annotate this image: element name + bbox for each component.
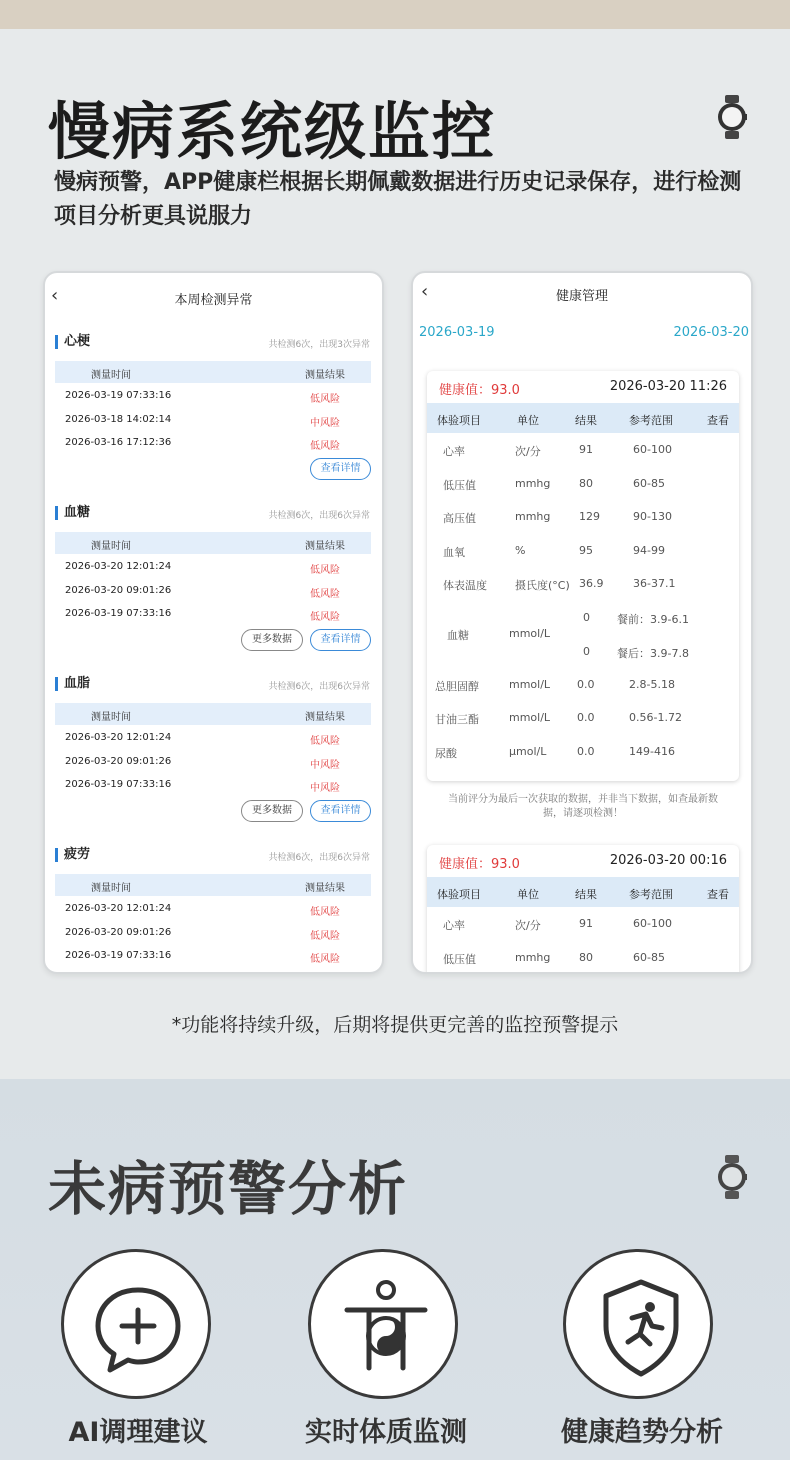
table-row: 2026-03-19 07:33:16 低风险 xyxy=(65,390,340,405)
top-strip xyxy=(0,0,790,29)
health-time: 2026-03-20 00:16 xyxy=(609,853,727,868)
footnote: *功能将持续升级，后期将提供更完善的监控预警提示 xyxy=(171,1014,619,1036)
block-title: 血糖 xyxy=(55,506,90,520)
table-row: 体表温度 摄氏度(°C) 36.9 36-37.1 xyxy=(443,577,676,592)
body-yinyang-icon xyxy=(308,1249,458,1399)
table-row: 低压值 mmhg 80 60-85 xyxy=(443,950,665,966)
weekly-abnormal-screen xyxy=(43,271,384,974)
table-row: 2026-03-19 07:33:16 低风险 xyxy=(65,608,340,623)
table-header: 测量时间 测量结果 xyxy=(55,703,371,725)
feature-label: 健康趋势分析 xyxy=(561,1417,723,1448)
view-detail-button[interactable]: 查看详情 xyxy=(310,458,371,480)
more-data-button[interactable]: 更多数据 xyxy=(241,629,303,651)
back-icon[interactable]: ‹ xyxy=(421,281,429,302)
date-prev[interactable]: 2026-03-19 xyxy=(419,325,495,340)
table-row: 心率 次/分 91 60-100 xyxy=(443,443,672,458)
table-row: 2026-03-18 14:02:14 中风险 xyxy=(65,413,340,429)
table-header: 测量时间 测量结果 xyxy=(55,532,371,554)
section-description: 慢病预警，APP健康栏根据长期佩戴数据进行历史记录保存，进行检测项目分析更具说服力 xyxy=(54,170,742,229)
block-summary: 共检测6次，出现6次异常 xyxy=(268,682,370,692)
table-row: 2026-03-20 12:01:24 低风险 xyxy=(65,732,340,747)
health-score: 健康值：93.0 xyxy=(439,383,520,398)
table-row: 甘油三酯 mmol/L 0.0 0.56-1.72 xyxy=(435,711,682,726)
shield-runner-icon xyxy=(563,1249,713,1399)
block-summary: 共检测6次，出现6次异常 xyxy=(268,511,370,521)
date-current[interactable]: 2026-03-20 xyxy=(673,325,749,340)
feature-label: AI调理建议 xyxy=(68,1417,208,1448)
view-detail-button[interactable]: 查看详情 xyxy=(310,800,371,822)
table-header: 测量时间 测量结果 xyxy=(55,874,371,896)
chat-plus-icon xyxy=(61,1249,211,1399)
table-row: 2026-03-20 09:01:26 低风险 xyxy=(65,584,340,600)
health-management-screen xyxy=(411,271,753,974)
block-summary: 共检测6次，出现6次异常 xyxy=(268,853,370,863)
feature-label: 实时体质监测 xyxy=(305,1417,467,1448)
table-row: 低压值 mmhg 80 60-85 xyxy=(443,476,665,492)
health-time: 2026-03-20 11:26 xyxy=(609,379,727,394)
health-card xyxy=(427,845,739,974)
table-row: 2026-03-19 07:33:16 低风险 xyxy=(65,950,340,965)
block-title: 心梗 xyxy=(55,335,90,349)
watch-icon xyxy=(717,95,747,139)
health-score: 健康值：93.0 xyxy=(439,857,520,872)
health-card xyxy=(427,371,739,781)
screen-title: 本周检测异常 xyxy=(174,293,253,308)
data-note: 当前评分为最后一次获取的数据，并非当下数据，如查最新数据，请逐项检测！ xyxy=(448,794,718,819)
table-row: 总胆固醇 mmol/L 0.0 2.8-5.18 xyxy=(435,677,675,693)
back-icon[interactable]: ‹ xyxy=(51,285,59,306)
table-row: 2026-03-20 09:01:26 中风险 xyxy=(65,755,340,771)
table-header: 体验项目 单位 结果 参考范围 查看 xyxy=(427,877,739,907)
view-detail-button[interactable]: 查看详情 xyxy=(310,629,371,651)
block-summary: 共检测6次，出现3次异常 xyxy=(268,340,370,350)
more-data-button[interactable]: 更多数据 xyxy=(241,800,303,822)
block-title: 疲劳 xyxy=(55,848,90,862)
table-row: 2026-03-16 17:12:36 低风险 xyxy=(65,437,340,452)
screen-title: 健康管理 xyxy=(555,289,608,304)
table-row: 2026-03-19 07:33:16 中风险 xyxy=(65,779,340,794)
table-row: 高压值 mmhg 129 90-130 xyxy=(443,510,672,525)
table-row: 心率 次/分 91 60-100 xyxy=(443,917,672,932)
table-row: 2026-03-20 09:01:26 低风险 xyxy=(65,926,340,942)
table-row: 血氧 % 95 94-99 xyxy=(443,543,665,559)
section-title: 慢病系统级监控 xyxy=(48,95,497,168)
block-title: 血脂 xyxy=(55,677,90,691)
watch-icon xyxy=(717,1155,747,1199)
table-row: 血糖 mmol/L 0 餐前：3.9-6.1 0 餐后：3.9-7.8 xyxy=(447,610,689,660)
table-row: 2026-03-20 12:01:24 低风险 xyxy=(65,903,340,918)
section-title: 未病预警分析 xyxy=(48,1155,409,1223)
table-row: 2026-03-20 12:01:24 低风险 xyxy=(65,561,340,576)
table-header: 测量时间 测量结果 xyxy=(55,361,371,383)
table-header: 体验项目 单位 结果 参考范围 查看 xyxy=(427,403,739,433)
table-row: 尿酸 μmol/L 0.0 149-416 xyxy=(435,744,675,760)
